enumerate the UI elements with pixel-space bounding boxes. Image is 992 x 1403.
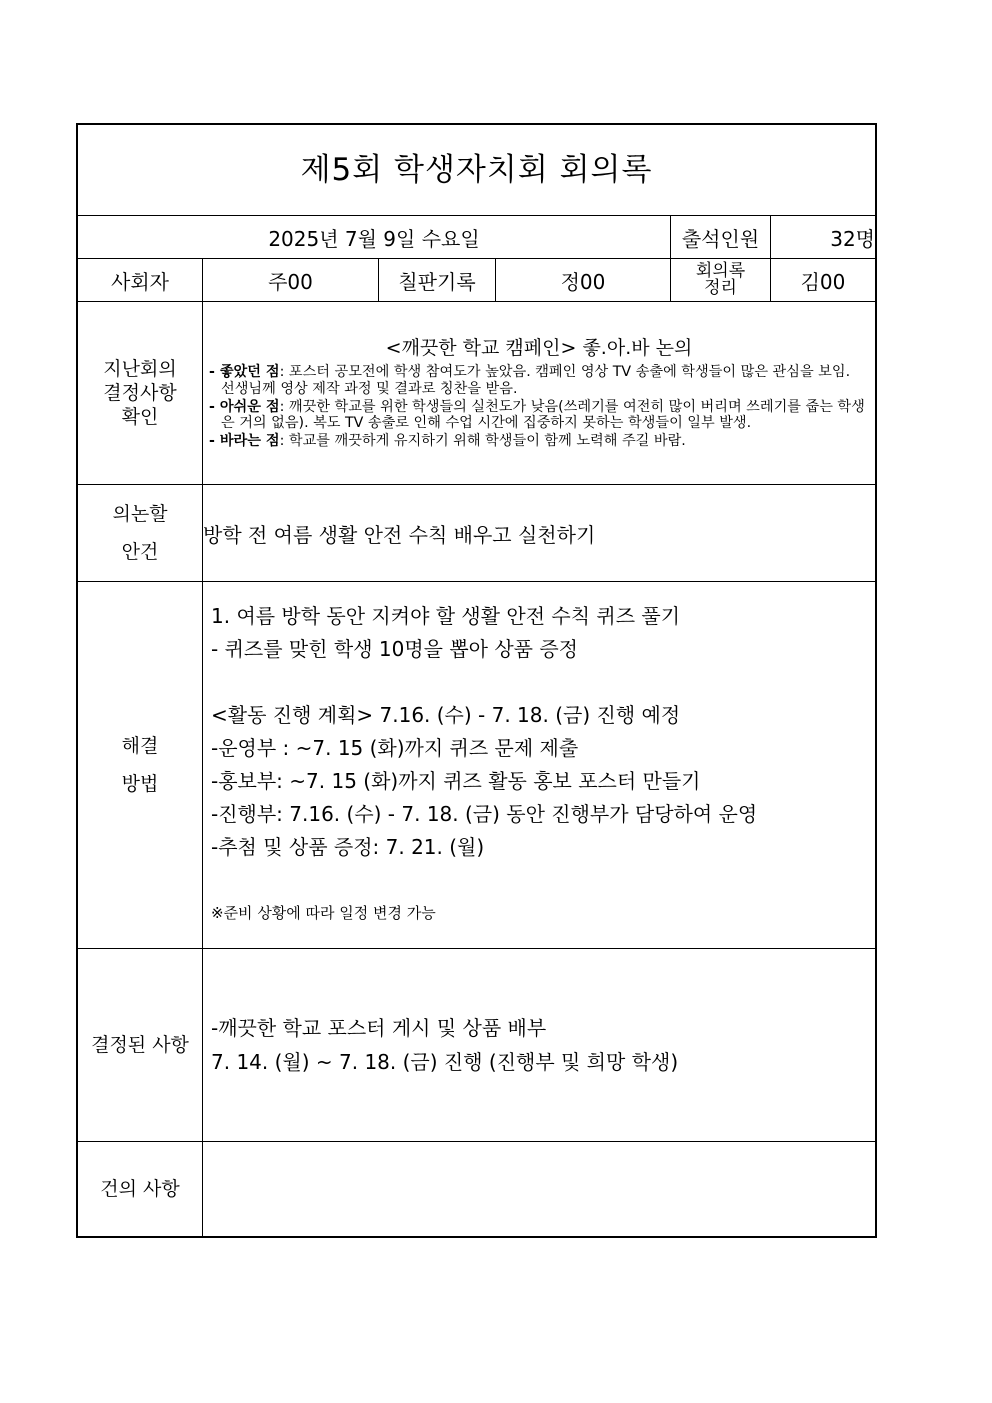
suggestion-content[interactable] xyxy=(203,1142,876,1237)
solution-line: -진행부: 7.16. (수) - 7. 18. (금) 동안 진행부가 담당하여 운영 xyxy=(211,802,758,826)
previous-meeting-content xyxy=(203,302,876,485)
point-text: : 깨끗한 학교를 위한 학생들의 실천도가 낮음(쓰레기를 여전히 많이 버리며 쓰레기를 줍는 학생은 거의 없음). 복도 TV 송출로 인해 수업 시간에 집중하지 못하는 학생들이 일부 발생. xyxy=(221,398,865,432)
solution-label xyxy=(78,582,203,949)
previous-meeting-label-line1: 지난회의 xyxy=(103,357,177,380)
minutes-writer-label-line1: 회의록 xyxy=(695,261,746,281)
agenda-text: 방학 전 여름 생활 안전 수칙 배우고 실천하기 xyxy=(203,485,876,582)
minutes-writer-label xyxy=(671,259,771,302)
point-text: : 학교를 깨끗하게 유지하기 위해 학생들이 함께 노력해 주길 바람. xyxy=(279,433,686,450)
previous-meeting-label-line3: 확인 xyxy=(121,406,159,429)
decided-lines xyxy=(203,1011,875,1079)
previous-meeting-heading: <깨끗한 학교 캠페인> 좋.아.바 논의 xyxy=(385,337,693,360)
point-label: - 아쉬운 점 xyxy=(209,398,280,415)
previous-meeting-point xyxy=(209,433,867,450)
suggestion-label: 건의 사항 xyxy=(78,1142,203,1237)
solution-row xyxy=(78,582,876,949)
solution-lines xyxy=(203,594,875,936)
solution-line: -추첨 및 상품 증정: 7. 21. (월) xyxy=(211,835,485,859)
meeting-minutes-table xyxy=(77,124,876,1237)
chair-label: 사회자 xyxy=(78,259,203,302)
minutes-writer-value: 김00 xyxy=(771,259,876,302)
decided-line: -깨끗한 학교 포스터 게시 및 상품 배부 xyxy=(211,1016,547,1040)
agenda-label xyxy=(78,485,203,582)
solution-spacer xyxy=(211,864,869,897)
page-title: 제5회 학생자치회 회의록 xyxy=(300,151,653,188)
roles-row xyxy=(78,259,876,302)
title-row xyxy=(78,125,876,216)
decided-line: 7. 14. (월) ~ 7. 18. (금) 진행 (진행부 및 희망 학생) xyxy=(211,1050,679,1074)
chair-value: 주00 xyxy=(203,259,379,302)
solution-label-line1: 해결 xyxy=(121,735,159,757)
point-label: - 좋았던 점 xyxy=(209,364,280,381)
solution-line: 1. 여름 방학 동안 지켜야 할 생활 안전 수칙 퀴즈 풀기 xyxy=(211,604,681,628)
agenda-label-line2: 안건 xyxy=(121,541,159,563)
previous-meeting-point xyxy=(209,364,867,398)
suggestion-row xyxy=(78,1142,876,1237)
board-record-value: 정00 xyxy=(496,259,671,302)
previous-meeting-point xyxy=(209,399,867,433)
solution-content xyxy=(203,582,876,949)
meeting-date: 2025년 7월 9일 수요일 xyxy=(78,216,671,259)
previous-meeting-label xyxy=(78,302,203,485)
point-label: - 바라는 점 xyxy=(209,433,280,450)
point-text: : 포스터 공모전에 학생 참여도가 높았음. 캠페인 영상 TV 송출에 학생들이 많은 관심을 보임. 선생님께 영상 제작 과정 및 결과로 칭찬을 받음. xyxy=(221,364,851,397)
attendance-value: 32명 xyxy=(771,216,876,259)
solution-note: ※준비 상황에 따라 일정 변경 가능 xyxy=(211,904,436,922)
solution-spacer xyxy=(211,666,869,699)
decided-row xyxy=(78,949,876,1142)
previous-meeting-label-line2: 결정사항 xyxy=(103,381,177,404)
date-attendance-row xyxy=(78,216,876,259)
decided-content xyxy=(203,949,876,1142)
solution-line: <활동 진행 계획> 7.16. (수) - 7. 18. (금) 진행 예정 xyxy=(211,703,681,727)
solution-line: - 퀴즈를 맞힌 학생 10명을 뽑아 상품 증정 xyxy=(211,637,578,661)
previous-meeting-row xyxy=(78,302,876,485)
solution-label-line2: 방법 xyxy=(121,773,159,795)
solution-line: -운영부 : ~7. 15 (화)까지 퀴즈 문제 제출 xyxy=(211,736,579,760)
board-record-label: 칠판기록 xyxy=(379,259,496,302)
agenda-label-line1: 의논할 xyxy=(112,503,168,525)
decided-label: 결정된 사항 xyxy=(78,949,203,1142)
previous-meeting-points xyxy=(203,362,875,459)
attendance-label: 출석인원 xyxy=(671,216,771,259)
solution-line: -홍보부: ~7. 15 (화)까지 퀴즈 활동 홍보 포스터 만들기 xyxy=(211,769,701,793)
agenda-row xyxy=(78,485,876,582)
title-cell xyxy=(78,125,876,216)
minutes-writer-label-line2: 정리 xyxy=(704,278,737,298)
